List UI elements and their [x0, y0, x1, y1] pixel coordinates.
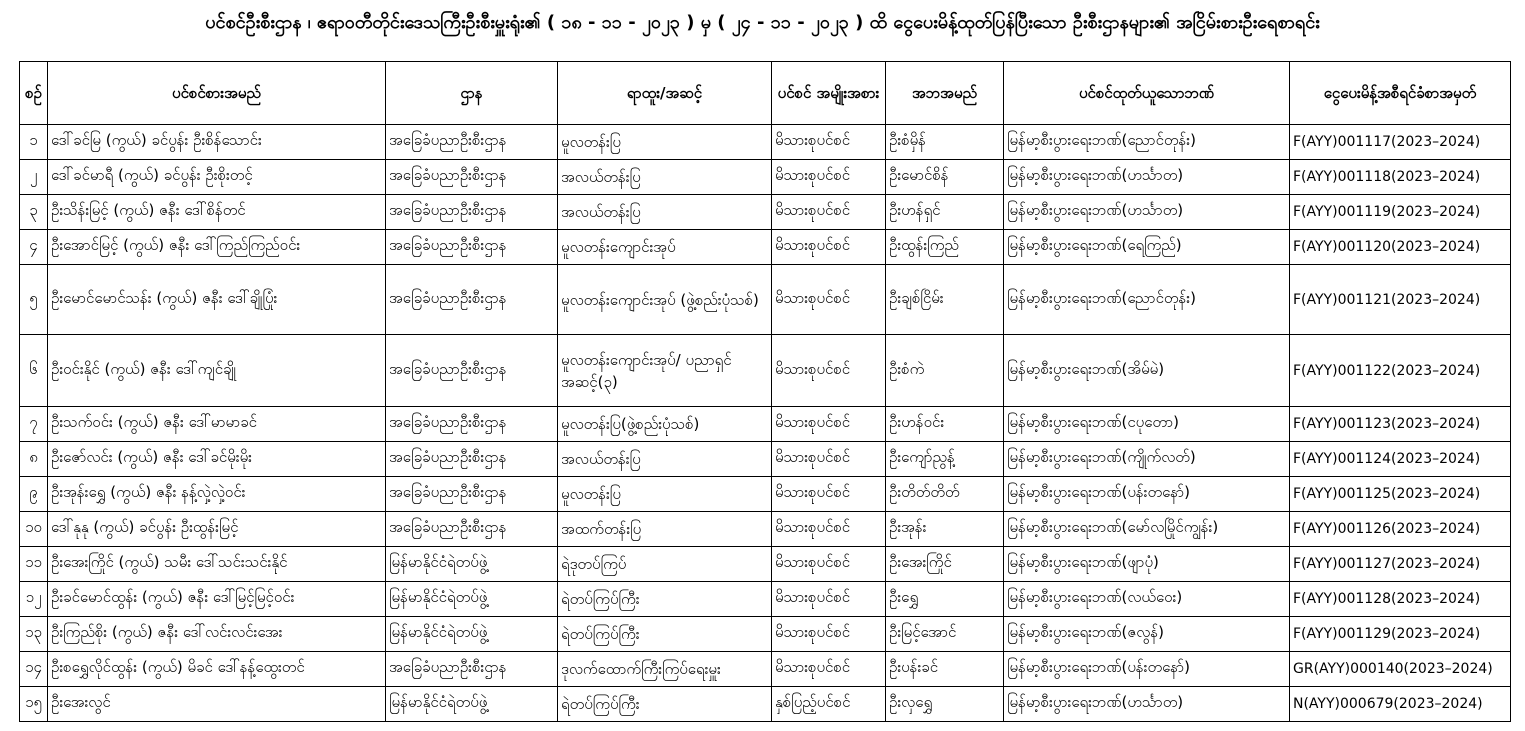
table-row	[20, 265, 1511, 335]
cell-bank: မြန်မာ့စီးပွားရေးဘဏ်(ငပုတော)	[1004, 407, 1290, 442]
cell-bank: မြန်မာ့စီးပွားရေးဘဏ်(ပန်းတနော်)	[1004, 652, 1290, 687]
cell-no: ၁၄	[20, 652, 48, 687]
table-row	[20, 195, 1511, 230]
cell-no: ၁	[20, 125, 48, 160]
cell-no: ၆	[20, 335, 48, 407]
cell-bank: မြန်မာ့စီးပွားရေးဘဏ်(လယ်ဝေး)	[1004, 582, 1290, 617]
cell-rank: မူလတန်းကျောင်းအုပ် (ဖွဲ့စည်းပုံသစ်)	[558, 265, 772, 335]
cell-bank: မြန်မာ့စီးပွားရေးဘဏ်(ရေကြည်)	[1004, 230, 1290, 265]
table-row	[20, 652, 1511, 687]
cell-dept: အခြေခံပညာဦးစီးဌာန	[386, 512, 558, 547]
cell-rank: အလယ်တန်းပြ	[558, 195, 772, 230]
cell-no: ၇	[20, 407, 48, 442]
cell-no: ၁၃	[20, 617, 48, 652]
cell-bank: မြန်မာ့စီးပွားရေးဘဏ်(ညောင်တုန်း)	[1004, 125, 1290, 160]
cell-bank: မြန်မာ့စီးပွားရေးဘဏ်(ပန်းတနော်)	[1004, 477, 1290, 512]
cell-father: ဦးချစ်ငြိမ်း	[886, 265, 1004, 335]
col-header-name: ပင်စင်စားအမည်	[48, 62, 386, 125]
cell-no: ၅	[20, 265, 48, 335]
cell-rank: ရဲဒုတပ်ကြပ်	[558, 547, 772, 582]
cell-name: ဒေါ်နုနု (ကွယ်) ခင်ပွန်း ဦးထွန်းမြင့်	[48, 512, 386, 547]
cell-father: ဦးမောင်စိန်	[886, 160, 1004, 195]
cell-type: မိသားစုပင်စင်	[772, 477, 886, 512]
cell-name: ဦးစရွှေလိုင်ထွန်း (ကွယ်) မိခင် ဒေါ်နန့်ထွေးတင်	[48, 652, 386, 687]
cell-dept: အခြေခံပညာဦးစီးဌာန	[386, 442, 558, 477]
cell-name: ဒေါ်ခင်မြ (ကွယ်) ခင်ပွန်း ဦးစိန်သောင်း	[48, 125, 386, 160]
cell-code: F(AYY)001120(2023–2024)	[1290, 230, 1511, 265]
cell-code: F(AYY)001117(2023–2024)	[1290, 125, 1511, 160]
cell-name: ဦးခင်မောင်ထွန်း (ကွယ်) ဇနီး ဒေါ်မြင့်မြင့်ဝင်း	[48, 582, 386, 617]
cell-father: ဦးစံမှိန်	[886, 125, 1004, 160]
cell-father: ဦးတိတ်တိတ်	[886, 477, 1004, 512]
table-row	[20, 407, 1511, 442]
col-header-type: ပင်စင် အမျိုးအစား	[772, 62, 886, 125]
cell-bank: မြန်မာ့စီးပွားရေးဘဏ်(မော်လမြိုင်ကျွန်း)	[1004, 512, 1290, 547]
cell-type: မိသားစုပင်စင်	[772, 407, 886, 442]
cell-code: F(AYY)001126(2023–2024)	[1290, 512, 1511, 547]
cell-type: မိသားစုပင်စင်	[772, 652, 886, 687]
cell-code: F(AYY)001123(2023–2024)	[1290, 407, 1511, 442]
cell-dept: မြန်မာနိုင်ငံရဲတပ်ဖွဲ့	[386, 547, 558, 582]
col-header-bank: ပင်စင်ထုတ်ယူသောဘဏ်	[1004, 62, 1290, 125]
col-header-father: အဘအမည်	[886, 62, 1004, 125]
cell-rank: အလယ်တန်းပြ	[558, 442, 772, 477]
cell-code: F(AYY)001124(2023–2024)	[1290, 442, 1511, 477]
cell-no: ၁၁	[20, 547, 48, 582]
cell-name: ဦးကြည်စိုး (ကွယ်) ဇနီး ဒေါ်လင်းလင်းအေး	[48, 617, 386, 652]
cell-code: F(AYY)001118(2023–2024)	[1290, 160, 1511, 195]
cell-father: ဦးလှရွှေ	[886, 687, 1004, 722]
cell-name: ဦးအောင်မြင့် (ကွယ်) ဇနီး ဒေါ်ကြည်ကြည်ဝင်း	[48, 230, 386, 265]
table-row	[20, 687, 1511, 722]
cell-type: မိသားစုပင်စင်	[772, 335, 886, 407]
cell-dept: အခြေခံပညာဦးစီးဌာန	[386, 160, 558, 195]
cell-bank: မြန်မာ့စီးပွားရေးဘဏ်(ဟင်္သာတ)	[1004, 687, 1290, 722]
cell-rank: အလယ်တန်းပြ	[558, 160, 772, 195]
cell-father: ဦးဟန်ရှင်	[886, 195, 1004, 230]
cell-type: မိသားစုပင်စင်	[772, 582, 886, 617]
cell-type: မိသားစုပင်စင်	[772, 442, 886, 477]
cell-rank: ရဲတပ်ကြပ်ကြီး	[558, 617, 772, 652]
cell-code: F(AYY)001128(2023–2024)	[1290, 582, 1511, 617]
cell-code: F(AYY)001122(2023–2024)	[1290, 335, 1511, 407]
cell-dept: အခြေခံပညာဦးစီးဌာန	[386, 195, 558, 230]
cell-name: ဦးသက်ဝင်း (ကွယ်) ဇနီး ဒေါ်မာမာခင်	[48, 407, 386, 442]
cell-name: ဦးအေးလွင်	[48, 687, 386, 722]
cell-bank: မြန်မာ့စီးပွားရေးဘဏ်(ဖျာပုံ)	[1004, 547, 1290, 582]
cell-no: ၁၂	[20, 582, 48, 617]
table-row	[20, 547, 1511, 582]
cell-type: မိသားစုပင်စင်	[772, 617, 886, 652]
cell-no: ၉	[20, 477, 48, 512]
cell-father: ဦးအုန်း	[886, 512, 1004, 547]
cell-type: မိသားစုပင်စင်	[772, 195, 886, 230]
cell-rank: အထက်တန်းပြ	[558, 512, 772, 547]
cell-name: ဒေါ်ခင်မာရီ (ကွယ်) ခင်ပွန်း ဦးစိုးတင့်	[48, 160, 386, 195]
cell-dept: အခြေခံပညာဦးစီးဌာန	[386, 265, 558, 335]
cell-rank: မူလတန်းပြ	[558, 125, 772, 160]
cell-code: F(AYY)001125(2023–2024)	[1290, 477, 1511, 512]
cell-bank: မြန်မာ့စီးပွားရေးဘဏ်(ကျိုက်လတ်)	[1004, 442, 1290, 477]
cell-rank: ဒုလက်ထောက်ကြီးကြပ်ရေးမှူး	[558, 652, 772, 687]
cell-type: မိသားစုပင်စင်	[772, 512, 886, 547]
cell-dept: မြန်မာနိုင်ငံရဲတပ်ဖွဲ့	[386, 617, 558, 652]
cell-dept: အခြေခံပညာဦးစီးဌာန	[386, 335, 558, 407]
table-row	[20, 230, 1511, 265]
table-row	[20, 477, 1511, 512]
cell-name: ဦးအုန်းရွှေ (ကွယ်) ဇနီး နန့်လှဲ့လှဲ့ဝင်း	[48, 477, 386, 512]
cell-father: ဦးရွှေ	[886, 582, 1004, 617]
page-title: ပင်စင်ဦးစီးဌာန ၊ ဧရာဝတီတိုင်းဒေသကြီးဦးစီးမှူးရုံး၏ ( ၁၈ - ၁၁ - ၂၀၂၃ ) မှ ( ၂၄ - ၁၁ - ၂၀၂၃ ) ထိ ငွေပေးမိန့်ထုတ်ပြန်ပြီးသော ဦးစီးဌာနများ၏ အငြိမ်းစားဦးရေစာရင်း	[205, 12, 1320, 33]
cell-code: F(AYY)001127(2023–2024)	[1290, 547, 1511, 582]
col-header-no: စဉ်	[20, 62, 48, 125]
table-row	[20, 582, 1511, 617]
cell-dept: အခြေခံပညာဦးစီးဌာန	[386, 652, 558, 687]
cell-name: ဦးဝင်းနိုင် (ကွယ်) ဇနီး ဒေါ်ကျင်ချို	[48, 335, 386, 407]
table-row	[20, 442, 1511, 477]
table-row	[20, 160, 1511, 195]
col-header-code: ငွေပေးမိန့်အစီရင်ခံစာအမှတ်	[1290, 62, 1511, 125]
cell-type: မိသားစုပင်စင်	[772, 125, 886, 160]
cell-no: ၃	[20, 195, 48, 230]
cell-no: ၁၀	[20, 512, 48, 547]
col-header-dept: ဌာန	[386, 62, 558, 125]
cell-bank: မြန်မာ့စီးပွားရေးဘဏ်(ဟင်္သာတ)	[1004, 195, 1290, 230]
cell-father: ဦးမြင့်အောင်	[886, 617, 1004, 652]
cell-type: မိသားစုပင်စင်	[772, 160, 886, 195]
table-row	[20, 125, 1511, 160]
cell-no: ၁၅	[20, 687, 48, 722]
cell-father: ဦးထွန်းကြည်	[886, 230, 1004, 265]
cell-name: ဦးအေးကြိုင် (ကွယ်) သမီး ဒေါ်သင်းသင်းနိုင်	[48, 547, 386, 582]
cell-rank: မူလတန်းကျောင်းအုပ်	[558, 230, 772, 265]
cell-dept: မြန်မာနိုင်ငံရဲတပ်ဖွဲ့	[386, 582, 558, 617]
pension-table	[19, 61, 1511, 722]
cell-father: ဦးပန်းခင်	[886, 652, 1004, 687]
cell-code: N(AYY)000679(2023–2024)	[1290, 687, 1511, 722]
cell-dept: အခြေခံပညာဦးစီးဌာန	[386, 477, 558, 512]
cell-type: မိသားစုပင်စင်	[772, 230, 886, 265]
cell-bank: မြန်မာ့စီးပွားရေးဘဏ်(ဟင်္သာတ)	[1004, 160, 1290, 195]
cell-dept: အခြေခံပညာဦးစီးဌာန	[386, 407, 558, 442]
cell-dept: အခြေခံပညာဦးစီးဌာန	[386, 125, 558, 160]
cell-bank: မြန်မာ့စီးပွားရေးဘဏ်(ဇလွန်)	[1004, 617, 1290, 652]
cell-name: ဦးမောင်မောင်သန်း (ကွယ်) ဇနီး ဒေါ်ချိုပြုံး	[48, 265, 386, 335]
cell-no: ၄	[20, 230, 48, 265]
cell-name: ဦးဇော်လင်း (ကွယ်) ဇနီး ဒေါ်ခင်မိုးမိုး	[48, 442, 386, 477]
cell-father: ဦးအေးကြိုင်	[886, 547, 1004, 582]
cell-bank: မြန်မာ့စီးပွားရေးဘဏ်(ညောင်တုန်း)	[1004, 265, 1290, 335]
table-row	[20, 335, 1511, 407]
table-header-row	[20, 62, 1511, 125]
cell-type: နှစ်ပြည့်ပင်စင်	[772, 687, 886, 722]
cell-code: F(AYY)001129(2023–2024)	[1290, 617, 1511, 652]
cell-type: မိသားစုပင်စင်	[772, 265, 886, 335]
cell-code: GR(AYY)000140(2023–2024)	[1290, 652, 1511, 687]
cell-no: ၂	[20, 160, 48, 195]
cell-dept: မြန်မာနိုင်ငံရဲတပ်ဖွဲ့	[386, 687, 558, 722]
cell-rank: မူလတန်းပြ(ဖွဲ့စည်းပုံသစ်)	[558, 407, 772, 442]
cell-name: ဦးသိန်းမြင့် (ကွယ်) ဇနီး ဒေါ်စိန်တင်	[48, 195, 386, 230]
col-header-rank: ရာထူး/အဆင့်	[558, 62, 772, 125]
table-row	[20, 512, 1511, 547]
cell-rank: ရဲတပ်ကြပ်ကြီး	[558, 582, 772, 617]
cell-rank: မူလတန်းကျောင်းအုပ်/ ပညာရှင်အဆင့်(၃)	[558, 335, 772, 407]
cell-bank: မြန်မာ့စီးပွားရေးဘဏ်(အိမ်မဲ)	[1004, 335, 1290, 407]
table-row	[20, 617, 1511, 652]
cell-code: F(AYY)001119(2023–2024)	[1290, 195, 1511, 230]
cell-dept: အခြေခံပညာဦးစီးဌာန	[386, 230, 558, 265]
cell-rank: ရဲတပ်ကြပ်ကြီး	[558, 687, 772, 722]
cell-father: ဦးကျော်ညွန့်	[886, 442, 1004, 477]
cell-rank: မူလတန်းပြ	[558, 477, 772, 512]
cell-code: F(AYY)001121(2023–2024)	[1290, 265, 1511, 335]
cell-father: ဦးစံကဲ	[886, 335, 1004, 407]
cell-no: ၈	[20, 442, 48, 477]
cell-type: မိသားစုပင်စင်	[772, 547, 886, 582]
cell-father: ဦးဟန်ဝင်း	[886, 407, 1004, 442]
